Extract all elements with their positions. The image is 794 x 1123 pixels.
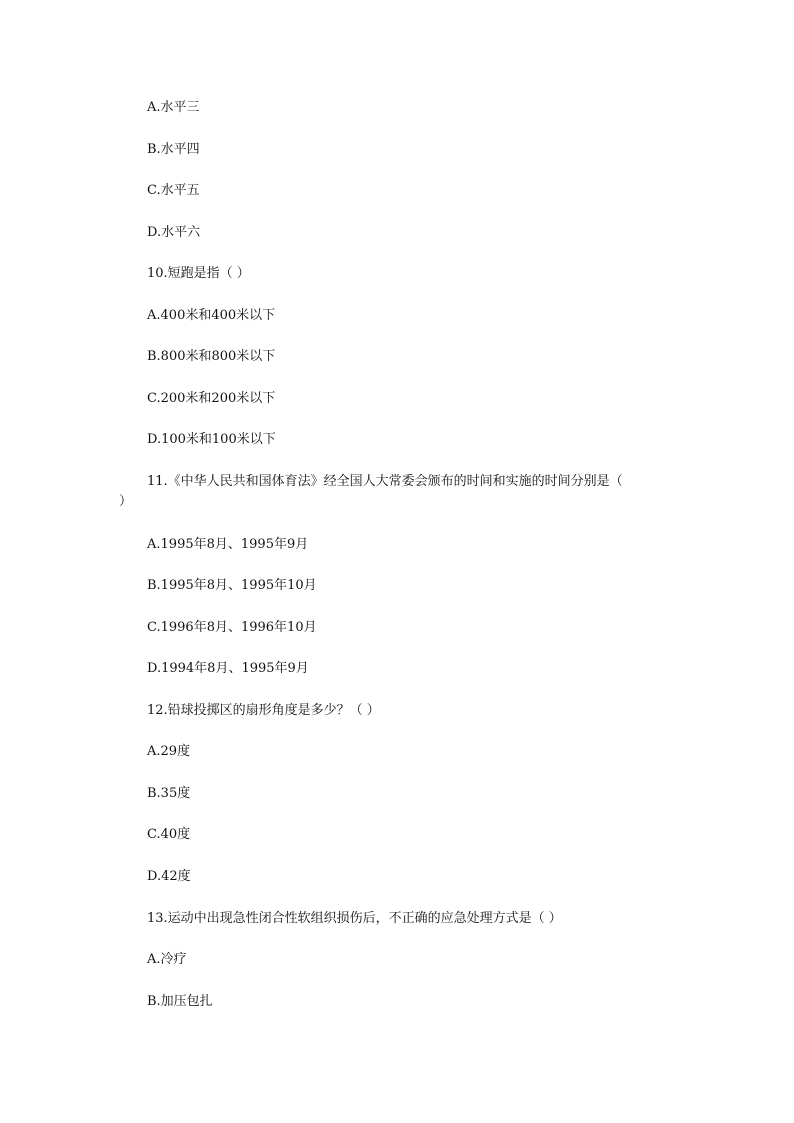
q12-option-c: C.40度 bbox=[147, 827, 191, 842]
q11-option-c: C.1996年8月、1996年10月 bbox=[147, 620, 317, 635]
q10-option-c: C.200米和200米以下 bbox=[147, 391, 276, 406]
q11-option-a: A.1995年8月、1995年9月 bbox=[147, 537, 309, 552]
q11-question-line1: 11.《中华人民共和国体育法》经全国人大常委会颁布的时间和实施的时间分别是（ bbox=[147, 474, 623, 489]
q11-option-b: B.1995年8月、1995年10月 bbox=[147, 578, 317, 593]
q12-option-d: D.42度 bbox=[147, 869, 191, 884]
q12-question: 12.铅球投掷区的扇形角度是多少？（ ） bbox=[147, 703, 380, 718]
q10-option-d: D.100米和100米以下 bbox=[147, 432, 276, 447]
q13-option-a: A.冷疗 bbox=[147, 952, 187, 967]
q9-option-a: A.水平三 bbox=[147, 100, 200, 115]
q10-question: 10.短跑是指（ ） bbox=[147, 266, 250, 281]
q9-option-d: D.水平六 bbox=[147, 225, 201, 240]
q9-option-c: C.水平五 bbox=[147, 183, 200, 198]
q9-option-b: B.水平四 bbox=[147, 142, 200, 157]
q13-option-b: B.加压包扎 bbox=[147, 994, 213, 1009]
q10-option-a: A.400米和400米以下 bbox=[147, 308, 276, 323]
q10-option-b: B.800米和800米以下 bbox=[147, 349, 276, 364]
q11-option-d: D.1994年8月、1995年9月 bbox=[147, 661, 309, 676]
q11-question-line2: ） bbox=[119, 494, 133, 509]
q12-option-a: A.29度 bbox=[147, 744, 191, 759]
q13-question: 13.运动中出现急性闭合性软组织损伤后，不正确的应急处理方式是（ ） bbox=[147, 911, 562, 926]
q12-option-b: B.35度 bbox=[147, 786, 191, 801]
